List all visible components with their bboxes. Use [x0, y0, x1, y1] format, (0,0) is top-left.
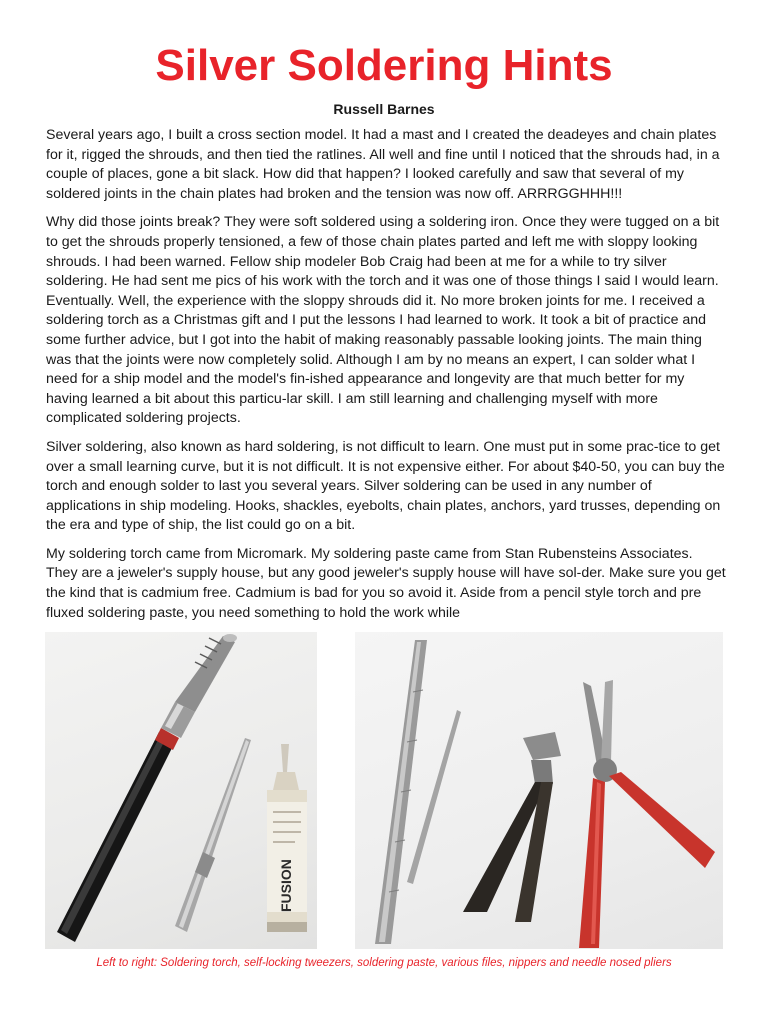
photo-illustration	[45, 632, 317, 949]
tube-label-text: FUSION	[278, 859, 294, 912]
end-nippers	[463, 732, 561, 922]
soldering-torch	[57, 634, 237, 942]
paragraph: Several years ago, I built a cross section model. It had a mast and I created the deadeyes and chain plates for it, rigged the shrouds, and then tied the ratlines. All well and fine until I noticed that the shrouds had, in a couple of places, gone a bit slack. How did that happen? I looked carefully and saw that several of my soldered joints in the chain plates had broken and the tension was now off. ARRRGGHHH!!!	[46, 127, 720, 202]
paragraph: Why did those joints break? They were soft soldered using a soldering iron. Once they were tugged on a bit to get the shrouds properly tensioned, a few of those chain plates parted and left me with sloppy looking shrouds. I had been warned. Fellow ship modeler Bob Craig had been at me for a while to try silver soldering. He had sent me pics of his work with the torch and it was one of those things I said I would learn. Eventually. Well, the experience with the sloppy shrouds did it. No more broken joints for me. I received a soldering torch as a Christmas gift and I put the lessons I had learned to work. It took a bit of practice and some further advice, but I got into the habit of making reasonably passable looking joints. The main thing was that the joints were now completely solid. Although I am by no means an expert, I can solder what I need for a ship model and the model's fin-ished appearance and longevity are that much better for my having learned a bit about this particu-lar skill. I am still learning and challenging myself with more complicated soldering projects.	[46, 214, 720, 427]
soldering-paste-tube	[267, 744, 307, 932]
flat-file	[375, 640, 427, 944]
photo-caption: Left to right: Soldering torch, self-locking tweezers, soldering paste, various files, nippers and needle nosed pliers	[96, 957, 672, 969]
paragraph: Silver soldering, also known as hard soldering, is not difficult to learn. One must put in some prac-tice to get over a small learning curve, but it is not difficult. It is not expensive either. For about $40-50, you can buy the torch and enough solder to last you several years. Silver soldering can be used in any number of applications in ship modeling. Hooks, shackles, eyebolts, chain plates, anchors, yard trusses, depending on the era and type of ship, the list could go on a bit.	[46, 438, 725, 534]
photo-illustration	[355, 632, 723, 949]
photo-files-nippers-pliers	[355, 632, 723, 949]
needle-nose-pliers	[579, 680, 715, 948]
article-author: Russell Barnes	[333, 101, 435, 117]
paragraph: My soldering torch came from Micromark. My soldering paste came from Stan Rubensteins Associates. They are a jeweler's supply house, but any good jeweler's supply house will have sol-der. Make sure you get the kind that is cadmium free. Cadmium is bad for you so avoid it. Aside from a pencil style torch and pre fluxed soldering paste, you need something to hold the work while	[46, 545, 726, 621]
article-body	[46, 126, 726, 632]
self-locking-tweezers	[175, 738, 251, 932]
photo-torch-tweezers-paste	[45, 632, 317, 949]
article-title: Silver Soldering Hints	[155, 41, 613, 90]
